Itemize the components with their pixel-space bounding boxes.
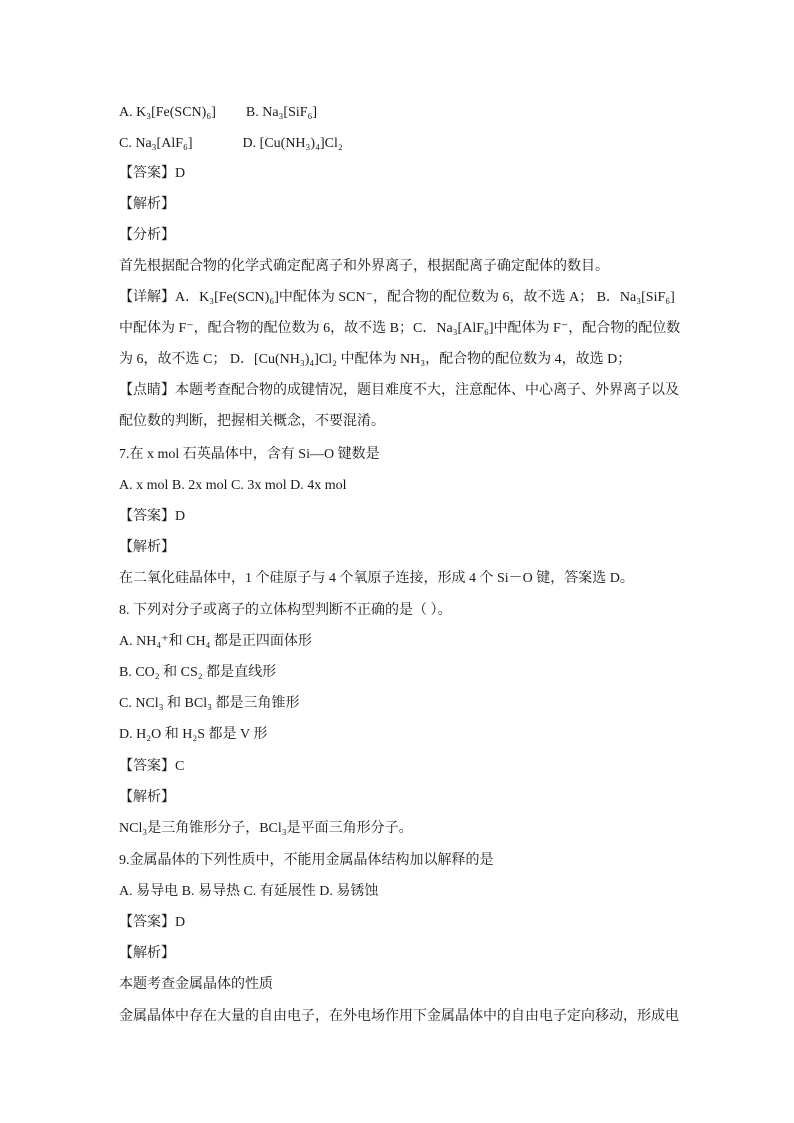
q7-jiexi-text: 在二氧化硅晶体中，1 个硅原子与 4 个氧原子连接，形成 4 个 Si－O 键，答案选 D。 (119, 571, 634, 586)
q7-answer: 【答案】D (119, 509, 186, 524)
q6-fenxi-heading: 【分析】 (119, 228, 175, 243)
q8-option-a: A. NH₄⁺和 CH₄ 都是正四面体形 (119, 634, 312, 649)
q6-answer: 【答案】D (119, 166, 186, 181)
q7-stem: 7.在 x mol 石英晶体中，含有 Si—O 键数是 (119, 447, 380, 462)
q9-jiexi-text-2: 金属晶体中存在大量的自由电子，在外电场作用下金属晶体中的自由电子定向移动，形成电 (119, 1009, 679, 1024)
q6-jiexi-heading: 【解析】 (119, 197, 175, 212)
q8-answer: 【答案】C (119, 759, 185, 774)
q9-answer: 【答案】D (119, 915, 186, 930)
q6-dianjing-line-2: 配位数的判断，把握相关概念，不要混淆。 (119, 414, 385, 429)
q9-options: A. 易导电 B. 易导热 C. 有延展性 D. 易锈蚀 (119, 884, 379, 899)
q6-dianjing-line-1: 【点睛】本题考查配合物的成键情况，题目难度不大，注意配体、中心离子、外界离子以及 (119, 383, 679, 398)
q6-xiangjie-line-1: 【详解】A．K₃[Fe(SCN)₆]中配体为 SCN⁻，配合物的配位数为 6，故不选 A； B．Na₃[SiF₆] (119, 290, 675, 305)
q6-xiangjie-line-3: 为 6，故不选 C； D．[Cu(NH₃)₄]Cl₂ 中配体为 NH₃，配合物的配位数为 4，故选 D； (119, 352, 632, 367)
q8-jiexi-heading: 【解析】 (119, 790, 175, 805)
q8-option-c: C. NCl₃ 和 BCl₃ 都是三角锥形 (119, 696, 300, 711)
q6-option-a: A. K₃[Fe(SCN)₆] (119, 105, 216, 120)
q6-option-d: D. [Cu(NH₃)₄]Cl₂ (242, 136, 343, 151)
q8-stem: 8. 下列对分子或离子的立体构型判断不正确的是（ ）。 (119, 603, 452, 618)
q6-fenxi-text: 首先根据配合物的化学式确定配离子和外界离子，根据配离子确定配体的数目。 (119, 259, 609, 274)
q8-jiexi-text: NCl₃是三角锥形分子，BCl₃是平面三角形分子。 (119, 821, 413, 836)
q8-option-b: B. CO₂ 和 CS₂ 都是直线形 (119, 665, 277, 680)
q6-option-c: C. Na₃[AlF₆] (119, 136, 193, 151)
q9-jiexi-heading: 【解析】 (119, 946, 175, 961)
q7-jiexi-heading: 【解析】 (119, 540, 175, 555)
q7-options: A. x mol B. 2x mol C. 3x mol D. 4x mol (119, 478, 347, 493)
q6-xiangjie-line-2: 中配体为 F⁻，配合物的配位数为 6，故不选 B；C．Na₃[AlF₆]中配体为 F⁻，配合物的配位数 (119, 321, 681, 336)
q9-jiexi-text-1: 本题考查金属晶体的性质 (119, 977, 273, 992)
q9-stem: 9.金属晶体的下列性质中，不能用金属晶体结构加以解释的是 (119, 853, 494, 868)
q6-options-row-1 (119, 103, 317, 123)
q8-option-d: D. H₂O 和 H₂S 都是 V 形 (119, 727, 268, 742)
q6-option-b: B. Na₃[SiF₆] (245, 105, 318, 120)
q6-options-row-2 (119, 134, 343, 154)
